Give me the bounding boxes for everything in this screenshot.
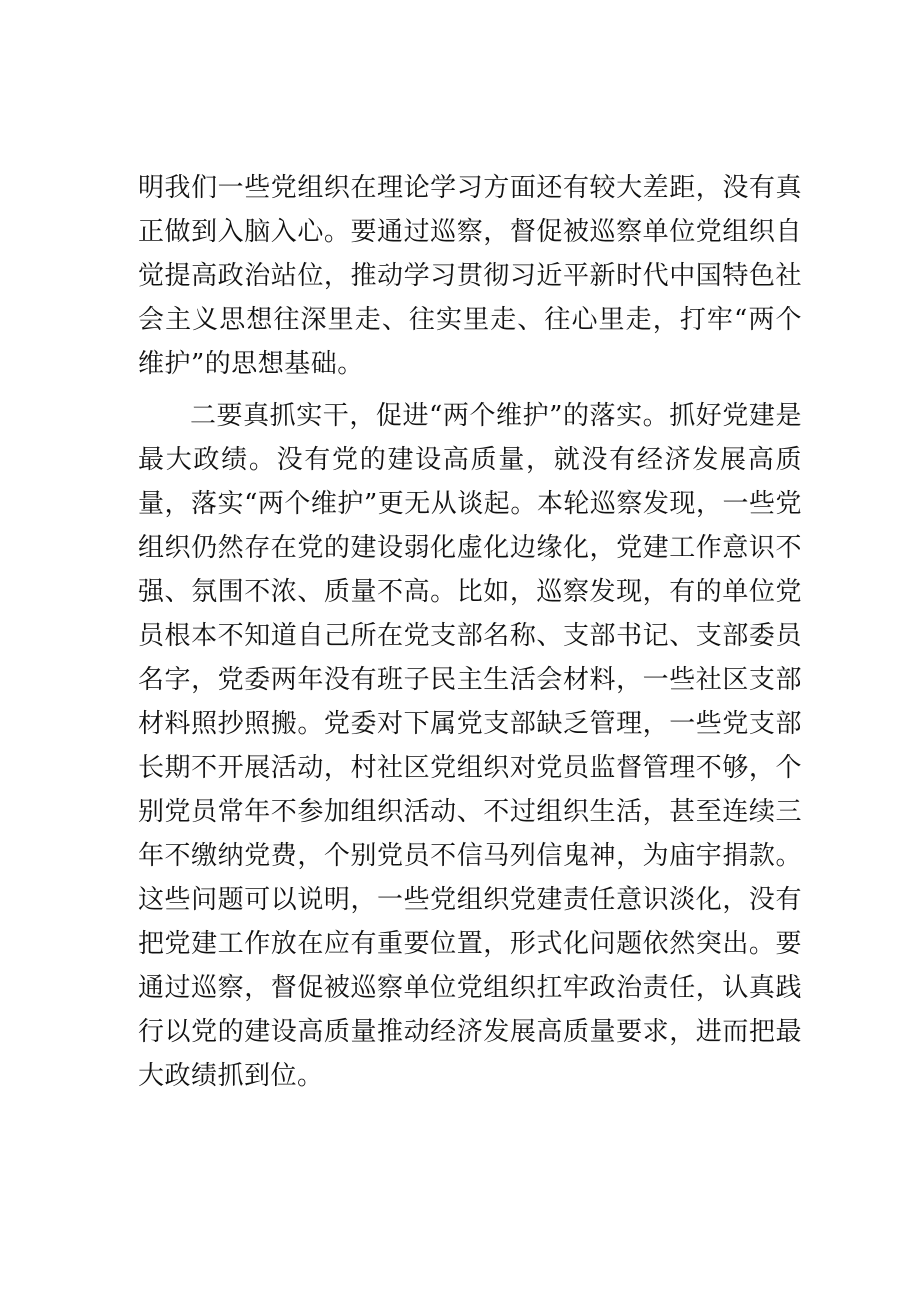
paragraph-second-point: 二要真抓实干，促进“两个维护”的落实。抓好党建是最大政绩。没有党的建设高质量，就没有经济发展高质量，落实“两个维护”更无从谈起。本轮巡察发现，一些党组织仍然存在党的建设弱化虚化边缘化，党建工作意识不强、氛围不浓、质量不高。比如，巡察发现，有的单位党员根本不知道自己所在党支部名称、支部书记、支部委员名字，党委两年没有班子民主生活会材料，一些社区支部材料照抄照搬。党委对下属党支部缺乏管理，一些党支部长期不开展活动，村社区党组织对党员监督管理不够，个别党员常年不参加组织活动、不过组织生活，甚至连续三年不缴纳党费，个别党员不信马列信鬼神，为庙宇捐款。这些问题可以说明，一些党组织党建责任意识淡化，没有把党建工作放在应有重要位置，形式化问题依然突出。要通过巡察，督促被巡察单位党组织扛牢政治责任，认真践行以党的建设高质量推动经济发展高质量要求，进而把最大政绩抓到位。	[138, 401, 802, 1091]
document-body	[138, 166, 802, 1098]
paragraph-continuation: 明我们一些党组织在理论学习方面还有较大差距，没有真正做到入脑入心。要通过巡察，督促被巡察单位党组织自觉提高政治站位，推动学习贯彻习近平新时代中国特色社会主义思想往深里走、往实里走、往心里走，打牢“两个维护”的思想基础。	[138, 173, 802, 379]
